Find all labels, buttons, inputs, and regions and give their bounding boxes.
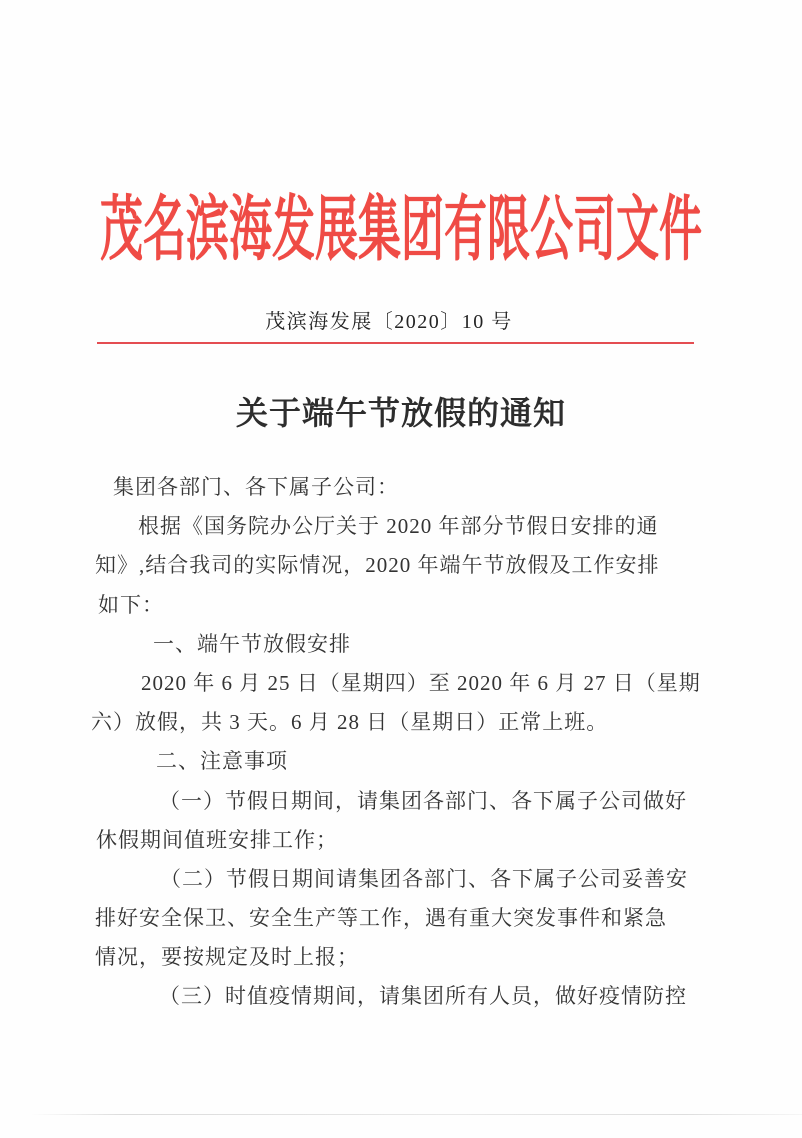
notice-title: 关于端午节放假的通知 bbox=[235, 395, 566, 431]
body-line: 根据《国务院办公厅关于 2020 年部分节假日安排的通 bbox=[138, 514, 659, 539]
body-line: 二、注意事项 bbox=[156, 749, 288, 774]
body-line: 排好安全保卫、安全生产等工作，遇有重大突发事件和紧急 bbox=[95, 906, 667, 931]
doc-number: 茂滨海发展〔2020〕10 号 bbox=[265, 311, 513, 333]
red-rule bbox=[97, 342, 694, 344]
notice-body bbox=[91, 468, 735, 1017]
body-line: 2020 年 6 月 25 日（星期四）至 2020 年 6 月 27 日（星期 bbox=[141, 670, 701, 695]
body-line: （二）节假日期间请集团各部门、各下属子公司妥善安 bbox=[160, 866, 688, 891]
body-line: （三）时值疫情期间，请集团所有人员，做好疫情防控 bbox=[159, 984, 687, 1009]
body-line: 知》,结合我司的实际情况，2020 年端午节放假及工作安排 bbox=[95, 553, 660, 578]
body-line: 休假期间值班安排工作； bbox=[96, 827, 338, 852]
body-line: 六）放假，共 3 天。6 月 28 日（星期日）正常上班。 bbox=[91, 710, 609, 735]
org-title: 茂名滨海发展集团有限公司文件 bbox=[100, 191, 702, 270]
body-line: 集团各部门、各下属子公司： bbox=[113, 475, 399, 499]
letterhead bbox=[0, 183, 802, 270]
body-line: 情况，要按规定及时上报； bbox=[95, 945, 359, 970]
body-line: （一）节假日期间，请集团各部门、各下属子公司做好 bbox=[159, 788, 687, 813]
scan-edge-line bbox=[30, 1114, 802, 1115]
body-line: 一、端午节放假安排 bbox=[153, 631, 351, 656]
body-line: 如下： bbox=[98, 592, 164, 617]
